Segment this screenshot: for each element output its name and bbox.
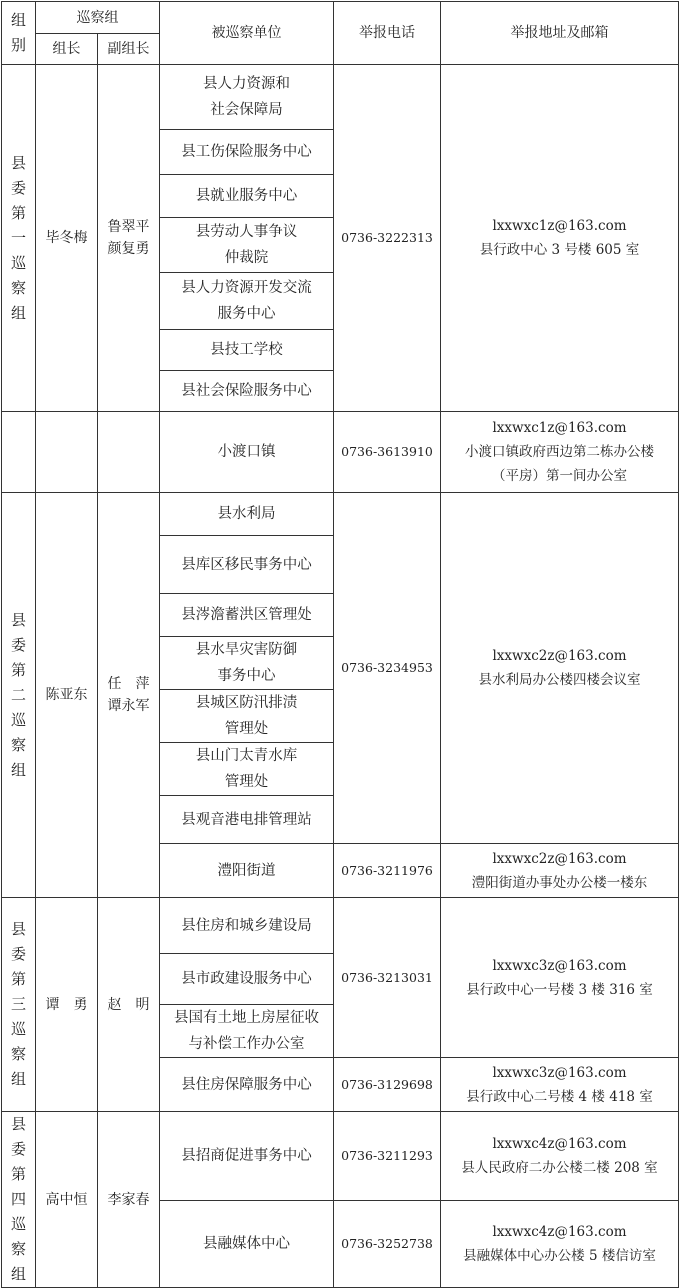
group-name-3: 县 委 第 三 巡 察 组 <box>2 898 36 1112</box>
unit-cell: 县观音港电排管理站 <box>160 796 334 844</box>
group-4-leader: 高中恒 <box>36 1112 98 1288</box>
unit-cell: 县涔澹蓄洪区管理处 <box>160 594 334 637</box>
unit-cell: 县融媒体中心 <box>160 1201 334 1288</box>
group-1-phone: 0736-3222313 <box>334 65 441 412</box>
extra-phone: 0736-3211976 <box>334 844 441 898</box>
extra-address: lxxwxc2z@163.com 澧阳街道办事处办公楼一楼东 <box>441 844 679 898</box>
group-2-phone: 0736-3234953 <box>334 493 441 844</box>
unit-cell: 县市政建设服务中心 <box>160 954 334 1005</box>
row-address: lxxwxc4z@163.com 县融媒体中心办公楼 5 楼信访室 <box>441 1201 679 1288</box>
group-4-deputies: 李家春 <box>98 1112 160 1288</box>
unit-cell: 县人力资源和 社会保障局 <box>160 65 334 130</box>
unit-cell: 县水旱灾害防御 事务中心 <box>160 637 334 690</box>
patrol-table <box>1 1 679 1288</box>
group-3-deputies: 赵 明 <box>98 898 160 1112</box>
unit-cell: 县技工学校 <box>160 330 334 371</box>
group-3-address: lxxwxc3z@163.com 县行政中心一号楼 3 楼 316 室 <box>441 898 679 1058</box>
unit-cell: 县水利局 <box>160 493 334 536</box>
deputy-column-header: 副组长 <box>98 34 160 65</box>
group-1-deputies: 鲁翠平 颜复勇 <box>98 65 160 412</box>
group-column-header: 组 别 <box>2 2 36 65</box>
unit-cell: 小渡口镇 <box>160 412 334 493</box>
group-1-address: lxxwxc1z@163.com 县行政中心 3 号楼 605 室 <box>441 65 679 412</box>
unit-cell: 县劳动人事争议 仲裁院 <box>160 218 334 273</box>
unit-cell: 澧阳街道 <box>160 844 334 898</box>
phone-column-header: 举报电话 <box>334 2 441 65</box>
group-3-leader: 谭 勇 <box>36 898 98 1112</box>
address-column-header: 举报地址及邮箱 <box>441 2 679 65</box>
extra-address: lxxwxc3z@163.com 县行政中心二号楼 4 楼 418 室 <box>441 1058 679 1112</box>
group-2-address: lxxwxc2z@163.com 县水利局办公楼四楼会议室 <box>441 493 679 844</box>
group-name-1: 县 委 第 一 巡 察 组 <box>2 65 36 412</box>
unit-cell: 县工伤保险服务中心 <box>160 130 334 175</box>
unit-cell: 县城区防汛排渍 管理处 <box>160 690 334 743</box>
group-2-deputies: 任 萍 谭永军 <box>98 493 160 898</box>
group-name-2: 县 委 第 二 巡 察 组 <box>2 493 36 898</box>
unit-cell: 县人力资源开发交流 服务中心 <box>160 273 334 330</box>
group-2-leader: 陈亚东 <box>36 493 98 898</box>
empty-cell <box>98 412 160 493</box>
empty-cell <box>2 412 36 493</box>
empty-cell <box>36 412 98 493</box>
group-name-4: 县 委 第 四 巡 察 组 <box>2 1112 36 1288</box>
group-3-phone: 0736-3213031 <box>334 898 441 1058</box>
extra-address: lxxwxc1z@163.com 小渡口镇政府西边第二栋办公楼 （平房）第一间办公室 <box>441 412 679 493</box>
unit-cell: 县社会保险服务中心 <box>160 371 334 412</box>
group-1-leader: 毕冬梅 <box>36 65 98 412</box>
leader-column-header: 组长 <box>36 34 98 65</box>
extra-phone: 0736-3613910 <box>334 412 441 493</box>
unit-cell: 县国有土地上房屋征收 与补偿工作办公室 <box>160 1005 334 1058</box>
patrol-team-header: 巡察组 <box>36 2 160 34</box>
unit-cell: 县招商促进事务中心 <box>160 1112 334 1201</box>
unit-cell: 县山门太青水库 管理处 <box>160 743 334 796</box>
unit-cell: 县库区移民事务中心 <box>160 536 334 594</box>
units-column-header: 被巡察单位 <box>160 2 334 65</box>
unit-cell: 县就业服务中心 <box>160 175 334 218</box>
row-phone: 0736-3252738 <box>334 1201 441 1288</box>
row-phone: 0736-3211293 <box>334 1112 441 1201</box>
extra-phone: 0736-3129698 <box>334 1058 441 1112</box>
unit-cell: 县住房和城乡建设局 <box>160 898 334 954</box>
unit-cell: 县住房保障服务中心 <box>160 1058 334 1112</box>
row-address: lxxwxc4z@163.com 县人民政府二办公楼二楼 208 室 <box>441 1112 679 1201</box>
